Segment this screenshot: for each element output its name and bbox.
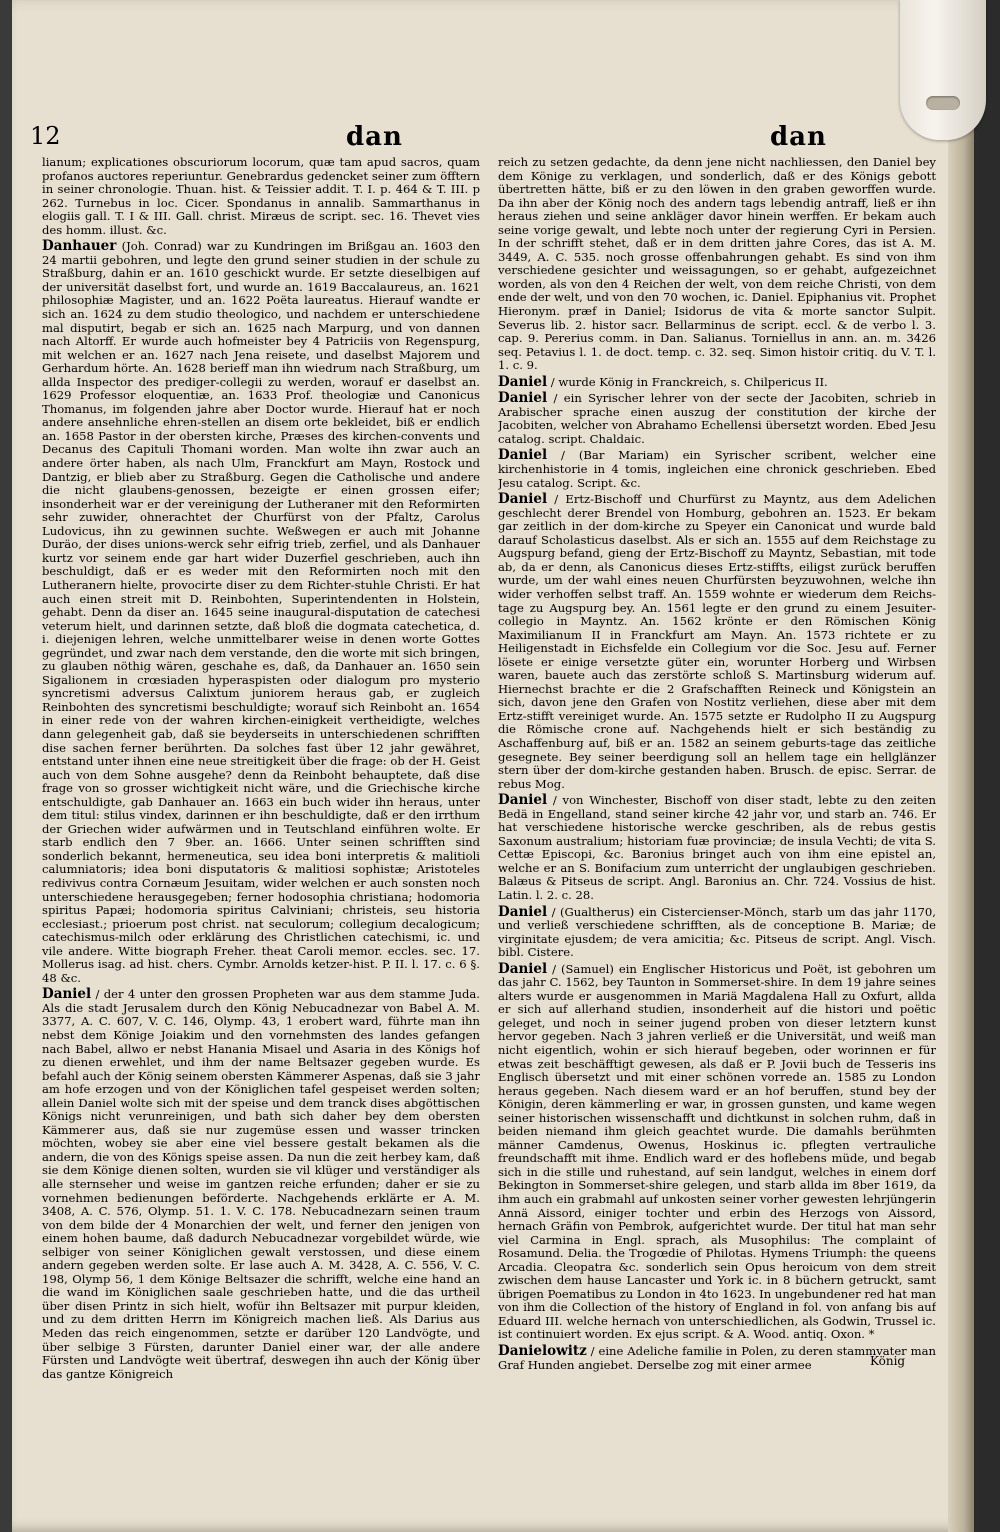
entry-text: / (Samuel) ein Englischer Historicus und Poët, ist gebohren um das jahr C. 1562, bey Taunton in Sommerset-shire. In dem 19 jahre seines alters wurde er ausgenommen in Mariä Magdalena Hall zu Oxfurt, allda er sich auf allerhand studien, insonderheit auf die histori und poëtic geleget, und noch in seiner jugend proben von dieser letztern kunst hervor gegeben. Nach 3 jahren verließ er die Universität, und weiß man nicht eigentlich, wohin er sich hierauf begeben, oder worinnen er für etwas zeit beschäfftigt gewesen, als daß er P. Jovii buch de Tesseris ins Englisch übersetzt und mit einer schönen vorrede an. 1585 zu London heraus gegeben. Nach diesem ward er an hof beruffen, stund bey der Königin, deren kämmerling er war, in grossen gunsten, und kame wegen seiner historischen wissenschafft und dichtkunst in solchen ruhm, daß in beiden niemand ihm gleich geachtet wurde. Die damahls berühmten männer Camdenus, Owenus, Hoskinus ic. pflegten vertrauliche freundschafft mit ihme. Endlich ward er des hoflebens müde, und begab sich in die stille und ruhestand, auf sein landgut, welches in einem dorf Bekington in Sommerset-shire gelegen, und starb allda im 8ber 1619, da ihm auch ein grabmahl auf unkosten seiner vorher gewesten lehrjüngerin Annä Aissord, einiger tochter und erbin des Herzogs von Aissord, hernach Gräfin von Pembrok, aufgerichtet wurde. Der titul hat man sehr viel Carmina in Engl. sprach, als Musophilus: The complaint of Rosamund. Delia. the Trogœdie of Philotas. Hymens Triumph: the queens Arcadia. Cleopatra &c. sonderlich sein Opus heroicum von dem streit zwischen dem hause Lancaster und York ic. in 8 büchern getruckt, samt übrigen Poematibus zu London in 4to 1623. In ungebundener red hat man von ihm die Collection of the history of England in fol. von anfang bis auf Eduard III. welche hernach von unterschiedlichen, als Godwin, Trussel ic. ist continuiert worden. Ex ejus script. & A. Wood. antiq. Oxon. * [498,961,936,1342]
entry-text: / (Bar Mariam) ein Syrischer scribent, welcher eine kirchenhistorie in 4 tomis, ingleichen eine chronick geschrieben. Ebed Jesu catalog. Script. &c. [498,448,936,490]
dictionary-entry [42,240,480,985]
entry-text: / eine Adeliche familie in Polen, zu deren stammvater man Graf Hunden angiebet. Derselbe zog mit einer armee [498,1344,936,1372]
dictionary-entry [498,373,936,390]
entry-headword: Daniel [498,792,548,809]
dictionary-entry [498,960,936,1342]
running-head-left: dan [346,122,403,152]
dictionary-entry [498,156,936,373]
entry-text: (Joh. Conrad) war zu Kundringen im Brißgau an. 1603 den 24 martii gebohren, und legte den grund seiner studien in der schule zu Straßburg, dahin er an. 1610 geschickt wurde. Er setzte dieselbigen auf der universität daselbst fort, und wurde an. 1619 Baccalaureus, an. 1621 philosophiæ Magister, und an. 1622 Poëta laureatus. Hierauf wandte er sich an. 1624 zu dem studio theologico, und nachdem er unterschiedene mal disputirt, begab er sich an. 1625 nach Marpurg, und von dannen nach Altorff. Er wurde auch hofmeister bey 4 Patriciis von Regenspurg, mit welchen er an. 1627 nach Jena reisete, und daselbst Majorem und Gerhardum hörte. An. 1628 berieff man ihn wiedrum nach Straßburg, um allda Inspector des prediger-collegii zu werden, worauf er daselbst an. 1629 Professor eloquentiæ, an. 1633 Prof. theologiæ und Canonicus Thomanus, im folgenden jahre aber Doctor wurde. Hierauf hat er noch andere ansehnliche ehren-stellen an disem orte bekleidet, biß er endlich an. 1658 Pastor in der obersten kirche, Præses des kirchen-convents und Decanus des Capituli Thomani worden. Man wolte ihn zwar auch an andere örter haben, als nach Ulm, Franckfurt am Mayn, Rostock und Dantzig, er blieb aber zu Straßburg. Gegen die Catholische und andere die nicht glaubens-genossen, bezeigte er einen grossen eifer; insonderheit war er der vereinigung der Lutheraner mit den Reformirten sehr zuwider, ohnerachtet der Churfürst von der Pfaltz, Carolus Ludovicus, ihn zu gewinnen suchte. Weßwegen er auch mit Johanne Duräo, der dises unions-werck sehr eifrig trieb, zerfiel, und als Danhauer kurtz vor seinem ende gar hart wider Duzerfiel geschrieben, auch ihn beschuldigt, daß er es weder mit den Reformirten noch mit den Lutheranern hielte, provocirte diser zu dem Richter-stuhle Christi. Er hat auch einen streit mit D. Reinbohten, Superintendenten in Holstein, gehabt. Denn da diser an. 1645 seine inaugural-disputation de catechesi veterum hielt, und darinnen setzte, daß bloß die dogmata catechetica, d. i. diejenigen lehren, welche unmittelbarer weise in denen worte Gottes gegründet, und zwar nach dem verstande, den die worte mit sich bringen, zu glauben nöthig wären, geschahe es, daß, da Danhauer an. 1650 sein Sigalionem in crœsiaden hyperaspisten oder dialogum pro mysterio syncretismi adversus Calixtum juniorem heraus gab, er zugleich Reinbohten des syncretismi beschuldigte; worauf sich Reinboht an. 1654 in einer rede von der wahren kirchen-einigkeit vertheidigte, welches dann gelegenheit gab, daß sie beyderseits in unterschiedenen schrifften dise sachen ferner berührten. Da solches fast über 12 jahr gewähret, entstand unter ihnen eine neue streitigkeit über die frage: ob der H. Geist auch von dem Sohne ausgehe? denn da Reinboht behauptete, daß dise frage von so grosser wichtigkeit nicht wäre, und die Griechische kirche entschuldigte, gab Danhauer an. 1663 ein buch wider ihn heraus, unter dem titul: stilus vindex, darinnen er ihn beschuldigte, daß er den irrthum der Griechen wider aufwärmen und in Teutschland einführen wolte. Er starb endlich den 7 9ber. an. 1666. Unter seinen schrifften sind sonderlich bekannt, hermeneutica, seu idea boni interpretis & malitioli calumniatoris; idea boni disputatoris & malitiosi sophistæ; Aristoteles redivivus contra Cornæum Jesuitam, wider welchen er auch sonsten noch unterschiedene herausgegeben; ferner hodosophia christiana; hodomoria spiritus Papæi; hodomoria spiritus Calviniani; christeis, seu historia ecclesiast.; prioerum post christ. nat seculorum; collegium decalogicum; catechismus-milch oder erklärung des Christlichen catechismi, ic. und vile andere. Witte biograph Freher. theat Caroli memor. eccles. sec. 17. Mollerus isag. ad hist. chers. Cymbr. Arnolds ketzer-hist. P. II. l. 17. c. 6 §. 48 &c. [42,239,480,985]
dictionary-entry [498,903,936,960]
entry-text: reich zu setzen gedachte, da denn jene nicht nachliessen, den Daniel bey dem Könige zu verklagen, und sonderlich, daß er des Königs gebott übertretten hätte, biß er zu den löwen in den graben geworffen wurde. Da ihn aber der König noch des andern tags lebendig antraff, ließ er ihn heraus ziehen und seine ankläger davor hinein werffen. Er bekam auch seine vorige gewalt, und lebte noch unter der regierung Cyri in Persien. In der schrifft stehet, daß er in dem dritten jahre Cores, das ist A. M. 3449, A. C. 535. noch grosse offenbahrungen gehabt. Es sind von ihm verschiedene gesichter und weissagungen, so er gehabt, aufgezeichnet worden, als von den 4 Reichen der welt, von dem reiche Christi, von dem ende der welt, und von den 70 wochen, ic. Daniel. Epiphanius vit. Prophet Hieronym. præf in Daniel; Isidorus de vita & morte sanctor Sulpit. Severus lib. 2. histor sacr. Bellarminus de script. eccl. & de verbo l. 3. cap. 9. Pererius comm. in Dan. Salianus. Torniellus in ann. an. m. 3426 seq. Petavius l. 1. de doct. temp. c. 32. seq. Simon histoir critiq. du V. T. l. 1. c. 9. [498,156,936,373]
page-header [30,120,940,154]
entry-headword: Daniel [498,373,548,390]
page-clip [900,0,986,140]
entry-headword: Daniel [42,986,92,1003]
clip-hole [926,96,960,110]
entry-headword: Daniel [498,491,548,508]
entry-headword: Daniel [498,447,548,464]
entry-text: / (Gualtherus) ein Cistercienser-Mönch, starb um das jahr 1170, und verließ verschiedene schrifften, als de conceptione B. Mariæ; de virginitate ejusdem; de vera amicitia; &c. Pitseus de script. Angl. Visch. bibl. Cistere. [498,904,936,960]
entry-text: lianum; explicationes obscuriorum locorum, quæ tam apud sacros, quam profanos auctores reperiuntur. Genebrardus gedencket seiner zum öfftern in seiner chronologie. Thuan. hist. & Teissier addit. T. I. p. 464 & T. III. p 262. Turnebus in loc. Cicer. Spondanus in annalib. Sammarthanus in elogiis gall. T. I & III. Gall. christ. Miræus de script. sec. 16. Thevet vies des homm. illust. &c. [42,156,480,237]
running-head-right: dan [770,122,827,152]
entry-headword: Danielowitz [498,1343,587,1360]
dictionary-entry [498,794,936,902]
page-edge-shadow [948,0,974,1532]
entry-headword: Daniel [498,390,548,407]
dictionary-entry [42,156,480,237]
dictionary-entry [42,988,480,1381]
entry-text: / wurde König in Franckreich, s. Chilpericus II. [547,374,828,389]
entry-headword: Daniel [498,903,548,920]
left-column [42,156,480,1498]
entry-text: / ein Syrischer lehrer von der secte der Jacobiten, schrieb in Arabischer sprache einen auszug der constitution der kirche der Jacobiten, welcher von Abrahamo Echellensi übersetzt worden. Ebed Jesu catalog. script. Chaldaic. [498,391,936,446]
entry-text: / der 4 unter den grossen Propheten war aus dem stamme Juda. Als die stadt Jerusalem durch den König Nebucadnezar von Babel A. M. 3377, A. C. 607, V. C. 146, Olymp. 43, 1 erobert ward, führte man ihn nebst dem Könige Joiakim und den vornehmsten des landes gefangen nach Babel, allwo er nebst Hanania Misael und Asaria in des Königs hof zu dienen erwehlet, und ihm der name Beltsazer gegeben wurde. Es befahl auch der König seinem obersten Kämmerer Aspenas, daß sie 3 jahr am hofe erzogen und von der Königlichen tafel gespeiset werden solten; allein Daniel wolte sich mit der speise und dem tranck dises abgöttischen Königs nicht verunreinigen, und bath sich daher bey dem obersten Kämmerer aus, daß sie nur zugemüse essen und wasser trincken möchten, wobey sie aber eine viel bessere gestalt bekamen als die andern, die von des Königs speise assen. Da nun die zeit herbey kam, daß sie dem Könige dienen solten, wurden sie vil klüger und verständiger als alle sternseher und weise im gantzen reiche erfunden; daher er sie zu vornehmen bedienungen beförderte. Nachgehends erklärte er A. M. 3408, A. C. 576, Olymp. 51. 1. V. C. 178. Nebucadnezarn seinen traum von dem bilde der 4 Monarchien der welt, und ferner den jenigen von einem hohen baume, daß dadurch Nebucadnezar vorgebildet würde, wie selbiger von seiner Königlichen gewalt verstossen, und diese einem andern gegeben werden solte. Er lase auch A. M. 3428, A. C. 556, V. C. 198, Olymp 56, 1 dem Könige Beltsazer die schrifft, welche eine hand an die wand im Königlichen saale geschrieben hatte, und die das urtheil über disen Printz in sich hielt, wofür ihn Beltsazer mit purpur kleiden, und zu dem dritten Herrn im Königreich machen ließ. Als Darius aus Meden das reich eingenommen, setzte er darüber 120 Landvögte, und über selbige 3 Fürsten, darunter Daniel einer war, der alle andere Fürsten und Landvögte weit übertraf, deswegen ihn auch der König über das gantze Königreich [42,987,480,1381]
entry-text: / Ertz-Bischoff und Churfürst zu Mayntz, aus dem Adelichen geschlecht derer Brendel von Homburg, gebohren an. 1523. Er bekam gar zeitlich in der dom-kirche zu Speyer ein Canonicat und wurde bald darauf Scholasticus daselbst. Als er sich an. 1555 auf dem Reichstage zu Augspurg befand, gieng der Ertz-Bischoff zu Mayntz, Sebastian, mit tode ab, da er denn, als Canonicus dieses Ertz-stiffts, eiligst zurück beruffen wurde, um der wahl eines neuen Churfürsten beyzuwohnen, welche ihn wider verhoffen selbst traff. An. 1559 wohnte er wiederum dem Reichs-tage zu Augspurg bey. An. 1561 legte er den grund zu einem Jesuiter-collegio in Mayntz. An. 1562 krönte er den Römischen König Maximilianum II in Franckfurt am Mayn. An. 1573 richtete er zu Heiligenstadt in Eichsfelde ein Collegium vor die Soc. Jesu auf. Ferner lösete er einige versetzte güter ein, worunter Horberg und Wirbsen waren, bauete auch das zerstörte schloß S. Martinsburg widerum auf. Hiernechst brachte er die 2 Grafschafften Reineck und Königstein an sich, davon jene den Grafen von Nostitz verliehen, diese aber mit dem Ertz-stifft vereiniget wurde. An. 1575 setzte er Rudolpho II zu Augspurg die Römische crone auf. Nachgehends hielt er sich beständig zu Aschaffenburg auf, biß er an. 1582 an seinem geburts-tage das zeitliche gesegnete. Bey seiner beerdigung soll an hellem tage ein hellglänzer stern über der dom-kirche gestanden haben. Brusch. de episc. Serrar. de rebus Mog. [498,492,936,791]
entry-headword: Danhauer [42,238,117,255]
dictionary-entry [498,392,936,446]
page-number: 12 [30,122,61,150]
dictionary-entry [498,449,936,490]
dictionary-entry [498,493,936,791]
entry-headword: Daniel [498,960,548,977]
right-column [498,156,936,1498]
catchword: König [870,1354,906,1368]
entry-text: / von Winchester, Bischoff von diser stadt, lebte zu den zeiten Bedä in Engelland, stand seiner kirche 42 jahr vor, und starb an. 746. Er hat verschiedene historische wercke geschriben, als de rebus gestis Saxonum australium; historiam fuæ provinciæ; de insula Vechti; de vita S. Cettæ Episcopi, &c. Baronius bringet auch von ihm eine epistel an, welche er an S. Bonifacium zum unterricht der unglaubigen geschrieben. Balæus & Pitseus de script. Angl. Baronius an. Chr. 724. Vossius de hist. Latin. l. 2. c. 28. [498,793,936,902]
